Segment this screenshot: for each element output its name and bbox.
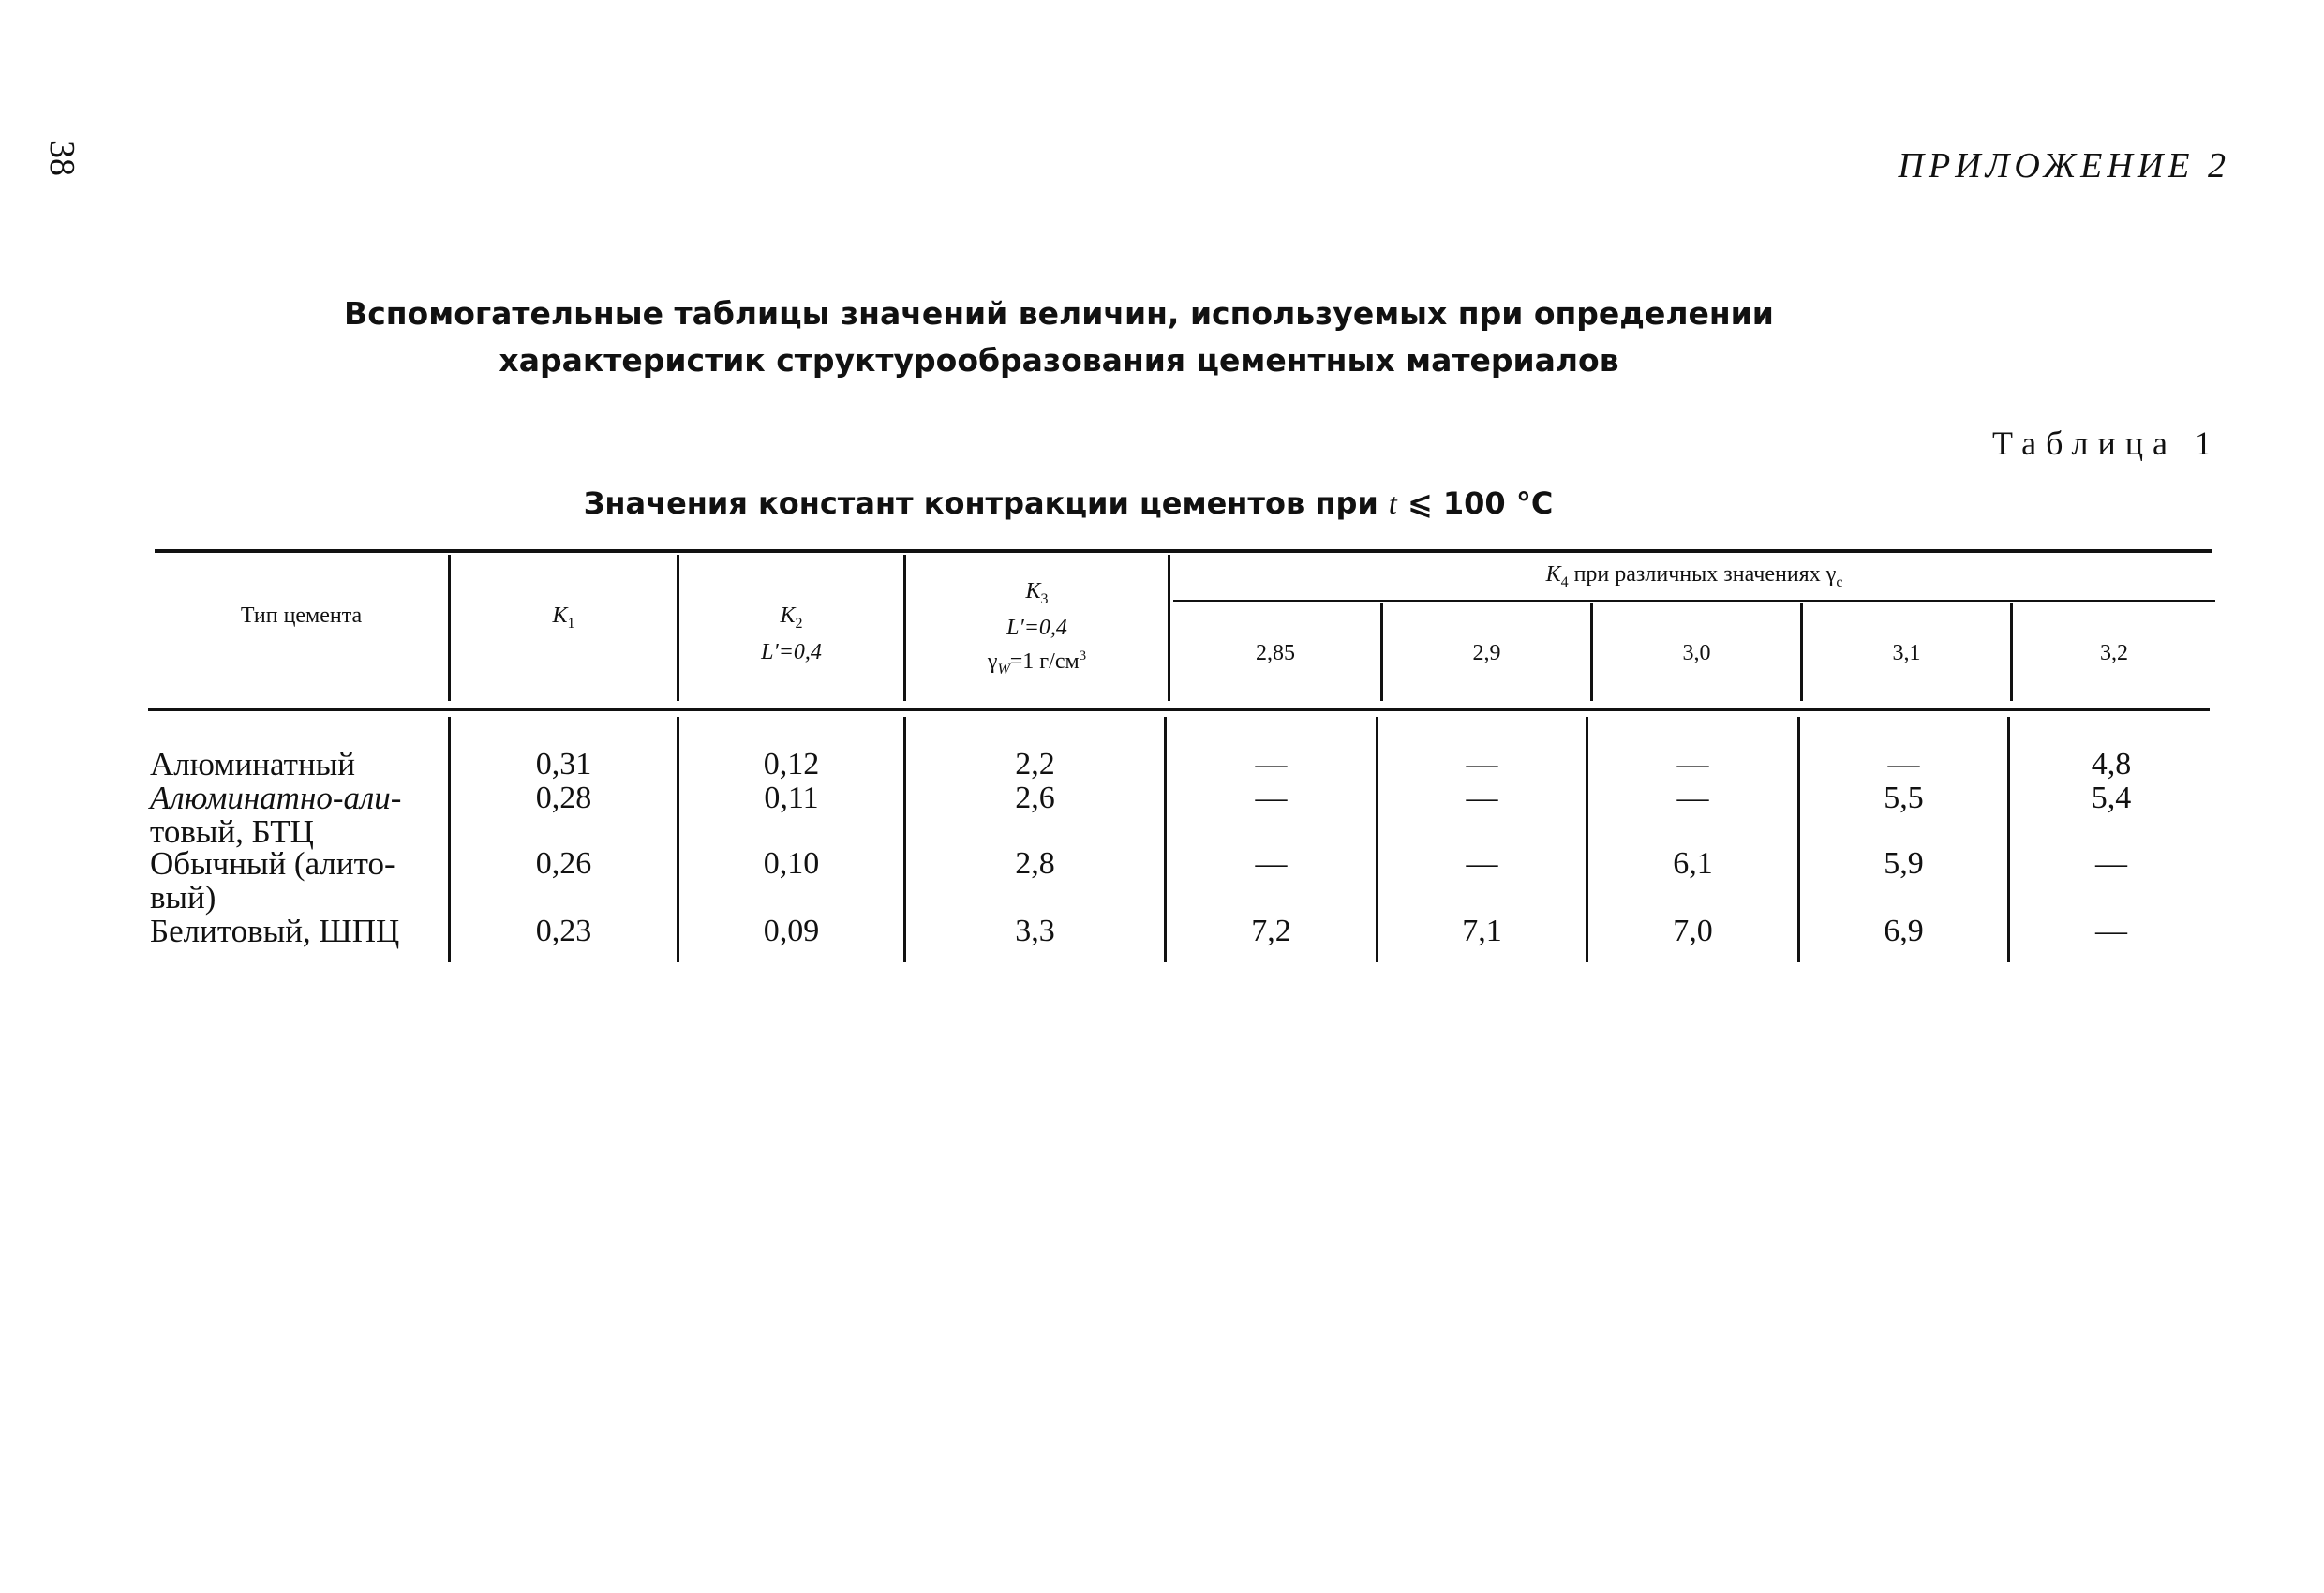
cell-k1: 0,31 [535,747,592,782]
cell-k2: 0,10 [763,846,820,881]
cell-k3: 2,6 [1015,781,1055,815]
cell-k4: — [2095,914,2127,948]
cell-k2: 0,11 [764,781,819,815]
row-name-line-2: товый, БТЦ [150,813,314,850]
header-k4-value: 3,0 [1682,641,1711,665]
row-name-line-1: Обычный (алито- [150,845,395,882]
header-k4-value: 2,85 [1256,641,1295,665]
table-top-rule [155,549,2212,553]
cell-k4: 6,9 [1884,914,1924,948]
header-k3-cond1: L′=0,4 [1006,615,1067,640]
row-name-line-2: вый) [150,879,216,916]
cell-k4: — [1676,781,1709,815]
cell-k3: 2,8 [1015,846,1055,881]
header-k4-value: 3,1 [1892,641,1921,665]
cell-k1: 0,28 [535,781,592,815]
main-title-line-2: характеристик структурообразования цементных материалов [499,342,1619,379]
cell-k3: 2,2 [1015,747,1055,782]
cell-k4: — [1255,781,1288,815]
header-type: Тип цемента [240,603,363,628]
cell-k4: — [1255,747,1288,782]
cell-k4: 6,1 [1673,846,1713,881]
cell-k4: — [1466,747,1498,782]
main-title-line-1: Вспомогательные таблицы значений величин, используемых при определении [344,295,1774,332]
header-k2 [679,602,903,666]
header-k3-cond2-rest: =1 г/см [1009,648,1080,674]
header-k3-gamma-sub: W [997,661,1010,677]
table-title-var: t [1388,486,1397,520]
cell-k4: 5,9 [1884,846,1924,881]
main-title [0,290,2221,384]
cell-k4: 5,5 [1884,781,1924,815]
row-name [150,847,450,915]
header-k4-text: при различных значениях γ [1573,562,1837,587]
cell-k4: — [2095,846,2127,881]
cell-k2: 0,09 [763,914,820,948]
table-label: Таблица 1 [1992,424,2221,462]
cell-k4: — [1676,747,1709,782]
header-k1-symbol: K [552,603,568,628]
page-number: 38 [42,141,82,176]
row-name-line-1: Алюминатно-али- [150,780,402,816]
cell-k4: 7,2 [1251,914,1291,948]
header-bottom-rule [148,708,2210,711]
header-k4-value: 2,9 [1472,641,1501,665]
cell-k4: 7,0 [1673,914,1713,948]
row-name: Белитовый, ШПЦ [150,913,400,949]
cell-k4: — [1466,781,1498,815]
row-name: Алюминатный [150,746,355,782]
cell-k4: 4,8 [2091,747,2132,782]
header-k3-sub: 3 [1040,590,1049,607]
header-k3-cond2-sup: 3 [1079,648,1087,663]
header-k3-gamma: γ [987,648,998,674]
vline-h-4 [1168,555,1170,701]
cell-k4: 5,4 [2091,781,2132,815]
header-k3-cond2 [906,642,1168,684]
header-k2-symbol: K [780,603,796,628]
cell-k4: — [1255,846,1288,881]
cell-k4: — [1466,846,1498,881]
table-title [0,485,2230,521]
header-k1-sub: 1 [567,615,575,632]
table-title-suffix: ⩽ 100 °C [1407,485,1554,521]
header-k4-group [1173,560,2215,597]
header-k2-sub: 2 [795,615,803,632]
cell-k4: 7,1 [1462,914,1502,948]
header-k3 [906,577,1168,684]
cell-k2: 0,12 [763,747,820,782]
header-k4-sub: 4 [1560,573,1569,590]
header-k2-cond: L′=0,4 [761,639,822,664]
row-name [150,782,450,849]
appendix-label: ПРИЛОЖЕНИЕ 2 [1898,146,2230,186]
header-k4-value: 3,2 [2100,641,2128,665]
cell-k4: — [1887,747,1920,782]
cell-k1: 0,23 [535,914,592,948]
header-k4-sub2: c [1836,573,1843,590]
header-k3-symbol: K [1025,579,1041,603]
k4-group-rule [1173,600,2215,602]
header-k1 [451,602,677,638]
cell-k1: 0,26 [535,846,592,881]
header-k4-symbol: K [1545,562,1561,587]
cell-k3: 3,3 [1015,914,1055,948]
table-title-prefix: Значения констант контракции цементов при [583,485,1378,521]
